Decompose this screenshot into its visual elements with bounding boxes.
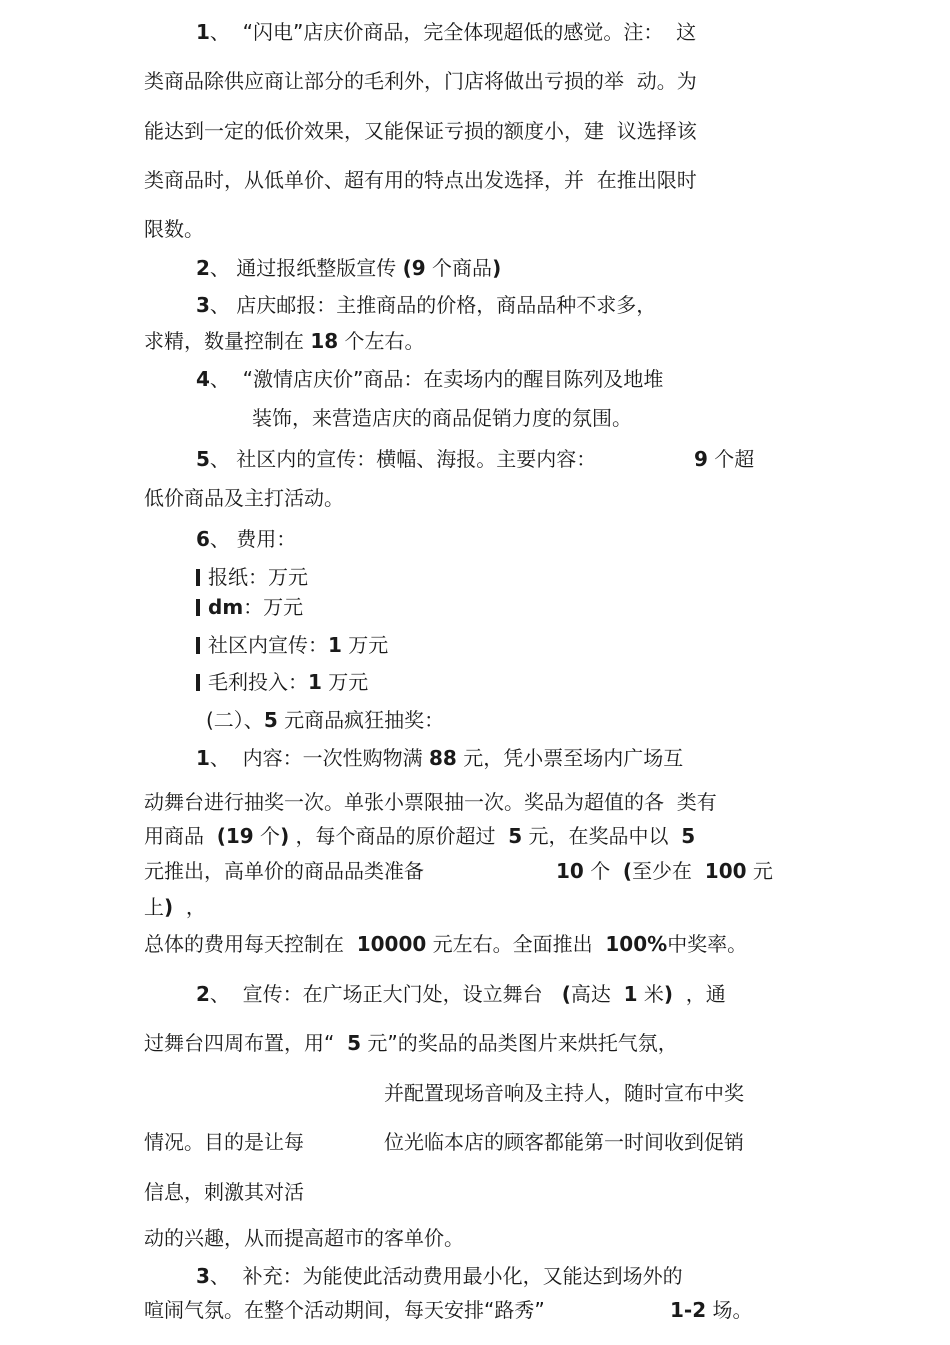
lottery-item-2-line-1: 2、 宣传：在广场正大门处，设立舞台 (高达 1 米) ，通 [196, 982, 726, 1006]
item-1-line-3: 能达到一定的低价效果，又能保证亏损的额度小，建 议选择该 [144, 119, 697, 143]
lottery-item-1-line-5: 上) ， [144, 895, 206, 919]
item-3-line-2: 求精，数量控制在 18 个左右。 [144, 329, 425, 353]
cost-item-newspaper: 报纸：万元 [196, 563, 308, 591]
lottery-item-3-line-1: 3、 补充：为能使此活动费用最小化，又能达到场外的 [196, 1264, 683, 1288]
section-2-heading: (二）、5 元商品疯狂抽奖： [206, 708, 445, 732]
lottery-item-1-line-4-tail: 10 个 (至少在 100 元 [556, 859, 773, 883]
item-2-line: 2、 通过报纸整版宣传 (9 个商品) [196, 256, 502, 280]
bullet-icon [196, 599, 200, 616]
lottery-item-2-line-4-right: 位光临本店的顾客都能第一时间收到促销 [384, 1130, 744, 1154]
bullet-icon [196, 569, 200, 586]
lottery-item-3-line-2: 喧闹气氛。在整个活动期间，每天安排“路秀” [144, 1298, 545, 1322]
item-1-line-4: 类商品时，从低单价、超有用的特点出发选择，并 在推出限时 [144, 168, 697, 192]
item-5-line-1-tail: 9 个超 [694, 447, 755, 471]
cost-item-community: 社区内宣传：1 万元 [196, 631, 388, 659]
item-5-line-1: 5、 社区内的宣传：横幅、海报。主要内容： [196, 447, 597, 471]
lottery-item-1-line-1: 1、 内容：一次性购物满 88 元，凭小票至场内广场互 [196, 746, 684, 770]
item-4-line-2: 装饰，来营造店庆的商品促销力度的氛围。 [252, 406, 632, 430]
bullet-icon [196, 637, 200, 654]
lottery-item-1-line-3: 用商品 (19 个) ，每个商品的原价超过 5 元，在奖品中以 5 [144, 824, 696, 848]
item-1-line-1: 1、 “闪电”店庆价商品，完全体现超低的感觉。注： 这 [196, 20, 697, 44]
item-1-line-5: 限数。 [144, 217, 204, 241]
lottery-item-1-line-4: 元推出，高单价的商品品类准备 [144, 859, 424, 883]
item-3-line-1: 3、 店庆邮报：主推商品的价格，商品品种不求多， [196, 293, 657, 317]
item-1-line-2: 类商品除供应商让部分的毛利外，门店将做出亏损的举 动。为 [144, 69, 697, 93]
bullet-icon [196, 674, 200, 691]
item-6-heading: 6、 费用： [196, 527, 297, 551]
lottery-item-2-line-4: 情况。目的是让每 [144, 1130, 304, 1154]
lottery-item-2-line-6: 动的兴趣，从而提高超市的客单价。 [144, 1226, 464, 1250]
item-4-line-1: 4、 “激情店庆价”商品：在卖场内的醒目陈列及地堆 [196, 367, 664, 391]
lottery-item-2-line-2: 过舞台四周布置，用“ 5 元”的奖品的品类图片来烘托气氛， [144, 1031, 678, 1055]
cost-item-margin: 毛利投入：1 万元 [196, 668, 368, 696]
lottery-item-1-line-6: 总体的费用每天控制在 10000 元左右。全面推出 100%中奖率。 [144, 932, 748, 956]
item-5-line-2: 低价商品及主打活动。 [144, 486, 344, 510]
lottery-item-3-line-2-tail: 1-2 场。 [670, 1298, 753, 1322]
cost-item-dm: dm：万元 [196, 593, 303, 621]
lottery-item-2-line-3: 并配置现场音响及主持人，随时宣布中奖 [384, 1081, 744, 1105]
lottery-item-2-line-5: 信息，刺激其对活 [144, 1180, 304, 1204]
lottery-item-1-line-2: 动舞台进行抽奖一次。单张小票限抽一次。奖品为超值的各 类有 [144, 790, 717, 814]
